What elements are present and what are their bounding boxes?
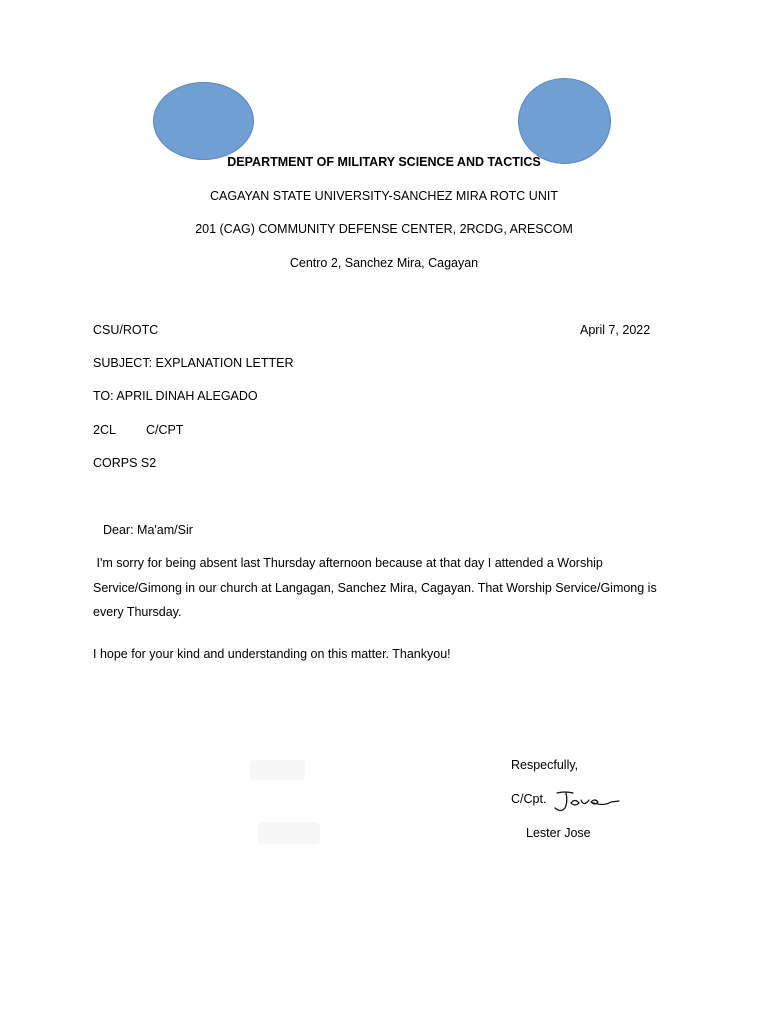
- body-paragraph-2: I hope for your kind and understanding on this matter. Thankyou!: [93, 647, 451, 661]
- signer-name: Lester Jose: [526, 826, 591, 840]
- handwritten-signature: [551, 788, 621, 814]
- body-paragraph-1: I'm sorry for being absent last Thursday afternoon because at that day I attended a Worship Service/Gimong in our church at Langagan, Sanchez Mira, Cagayan. That Worship Service/Gimong is every Thursday.: [93, 556, 657, 619]
- right-logo-placeholder: [518, 78, 611, 164]
- salutation: Dear: Ma'am/Sir: [103, 523, 193, 537]
- subject-line: SUBJECT: EXPLANATION LETTER: [93, 356, 294, 370]
- header-university: CAGAYAN STATE UNIVERSITY-SANCHEZ MIRA ROTC UNIT: [210, 189, 558, 203]
- class-line: [93, 423, 183, 437]
- closing-line: Respecfully,: [511, 758, 579, 772]
- letter-date: April 7, 2022: [580, 323, 651, 337]
- header-department: DEPARTMENT OF MILITARY SCIENCE AND TACTICS: [227, 155, 541, 169]
- class-code: 2CL: [93, 423, 116, 437]
- faint-smudge: [258, 822, 320, 844]
- unit-label: CSU/ROTC: [93, 323, 159, 337]
- header-address: Centro 2, Sanchez Mira, Cagayan: [289, 256, 479, 270]
- recipient-line: TO: APRIL DINAH ALEGADO: [93, 389, 258, 403]
- left-logo-placeholder: [153, 82, 254, 160]
- class-rank: C/CPT: [145, 423, 184, 437]
- corps-line: CORPS S2: [93, 456, 157, 470]
- signer-rank: C/Cpt.: [511, 792, 547, 806]
- faint-smudge: [250, 760, 305, 780]
- header-defense-center: 201 (CAG) COMMUNITY DEFENSE CENTER, 2RCDG, ARESCOM: [195, 222, 573, 236]
